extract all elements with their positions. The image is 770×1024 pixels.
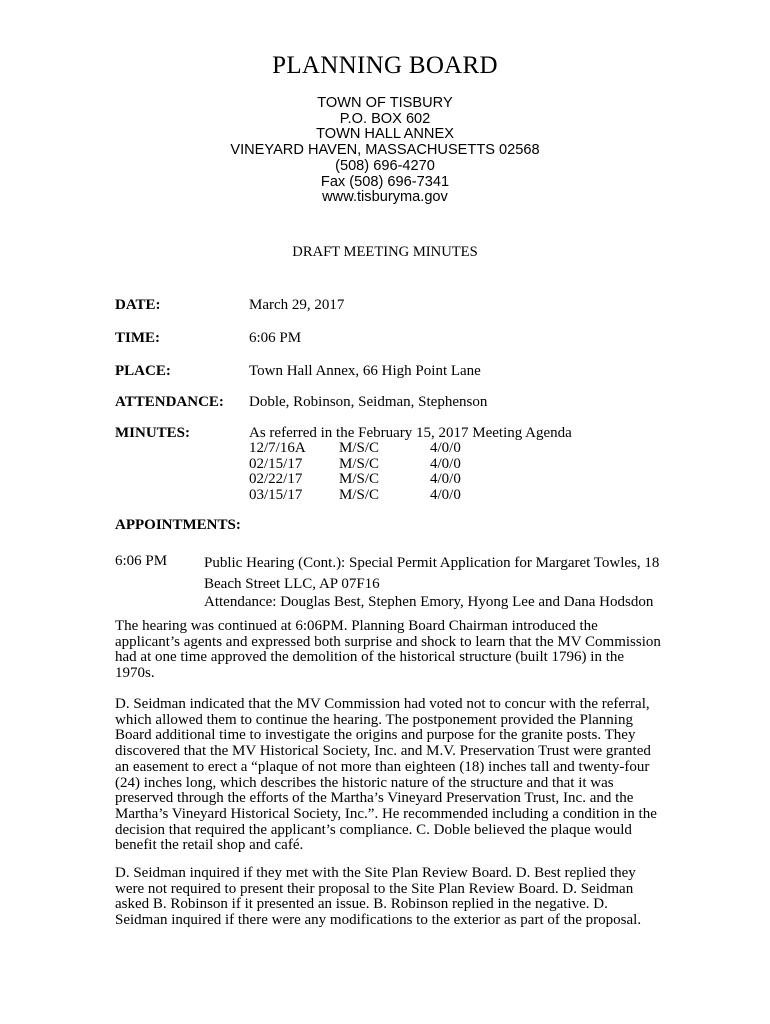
appointment-details [204,553,674,611]
fax-line: Fax (508) 696-7341 [320,173,450,190]
address-line: TOWN HALL ANNEX [316,126,454,143]
address-block [0,96,770,206]
minutes-row-motion: M/S/C [339,471,380,487]
minutes-row-motion: M/S/C [339,456,380,472]
appointments-heading: APPOINTMENTS: [115,517,241,533]
appointment-attendance: Attendance: Douglas Best, Stephen Emory, Hyong Lee and Dana Hodsdon [204,594,654,610]
minutes-row-vote: 4/0/0 [430,487,461,503]
minutes-row-date: 02/15/17 [249,456,303,472]
minutes-row-date: 12/7/16A [249,440,306,456]
paragraph: D. Seidman inquired if they met with the Site Plan Review Board. D. Best replied they were not required to present their proposal to the Site Plan Review Board. D. Seidman asked B. Robinson if it presented an issue. B. Robinson replied in the negative. D. Seidman inquired if there were any modifications to the exterior as part of the proposal. [115,865,642,929]
minutes-row-date: 03/15/17 [249,487,303,503]
minutes-row-date: 02/22/17 [249,471,303,487]
phone-line: (508) 696-4270 [335,157,435,174]
minutes-intro: As referred in the February 15, 2017 Meeting Agenda [249,425,572,441]
attendance-label: ATTENDANCE: [115,394,224,410]
paragraph: The hearing was continued at 6:06PM. Planning Board Chairman introduced the applicant’s agents and expressed both surprise and shock to learn that the MV Commission had at one time approved the demolition of the historical structure (built 1796) in the 1970s. [115,618,661,682]
address-line: P.O. BOX 602 [339,110,431,127]
minutes-row-motion: M/S/C [339,440,380,456]
date-label: DATE: [115,297,161,313]
minutes-row-vote: 4/0/0 [430,440,461,456]
appointment-time: 6:06 PM [115,553,168,569]
appointment-title: Public Hearing (Cont.): Special Permit Application for Margaret Towles, 18 Beach Street LLC, AP 07F16 [204,555,660,592]
attendance-value: Doble, Robinson, Seidman, Stephenson [249,394,488,410]
address-line: TOWN OF TISBURY [317,95,453,111]
date-value: March 29, 2017 [249,297,345,313]
website-line: www.tisburyma.gov [322,189,448,206]
minutes-row-vote: 4/0/0 [430,471,461,487]
minutes-row-vote: 4/0/0 [430,456,461,472]
paragraph: D. Seidman indicated that the MV Commission had voted not to concur with the referral, which allowed them to continue the hearing. The postponement provided the Planning Board additional time to investigate the origins and purpose for the granite posts. They discovered that the MV Historical Society, Inc. and M.V. Preservation Trust were granted an easement to erect a “plaque of not more than eighteen (18) inches tall and twenty-four (24) inches long, which describes the historic nature of the structure and that it was preserved through the efforts of the Martha’s Vineyard Preservation Trust, Inc. and the Martha’s Vineyard Historical Society, Inc.”. He recommended including a condition in the decision that required the applicant’s compliance. C. Doble believed the plaque would benefit the retail shop and café. [115,696,657,854]
time-label: TIME: [115,330,160,346]
minutes-row-motion: M/S/C [339,487,380,503]
page-title: PLANNING BOARD [272,52,498,79]
minutes-row [0,457,770,473]
minutes-row [0,488,770,504]
minutes-row [0,441,770,457]
time-value: 6:06 PM [249,330,302,346]
minutes-label: MINUTES: [115,425,191,441]
document-subtitle: DRAFT MEETING MINUTES [292,244,478,260]
place-value: Town Hall Annex, 66 High Point Lane [249,363,481,379]
place-label: PLACE: [115,363,171,379]
address-line: VINEYARD HAVEN, MASSACHUSETTS 02568 [230,142,540,159]
minutes-row [0,472,770,488]
